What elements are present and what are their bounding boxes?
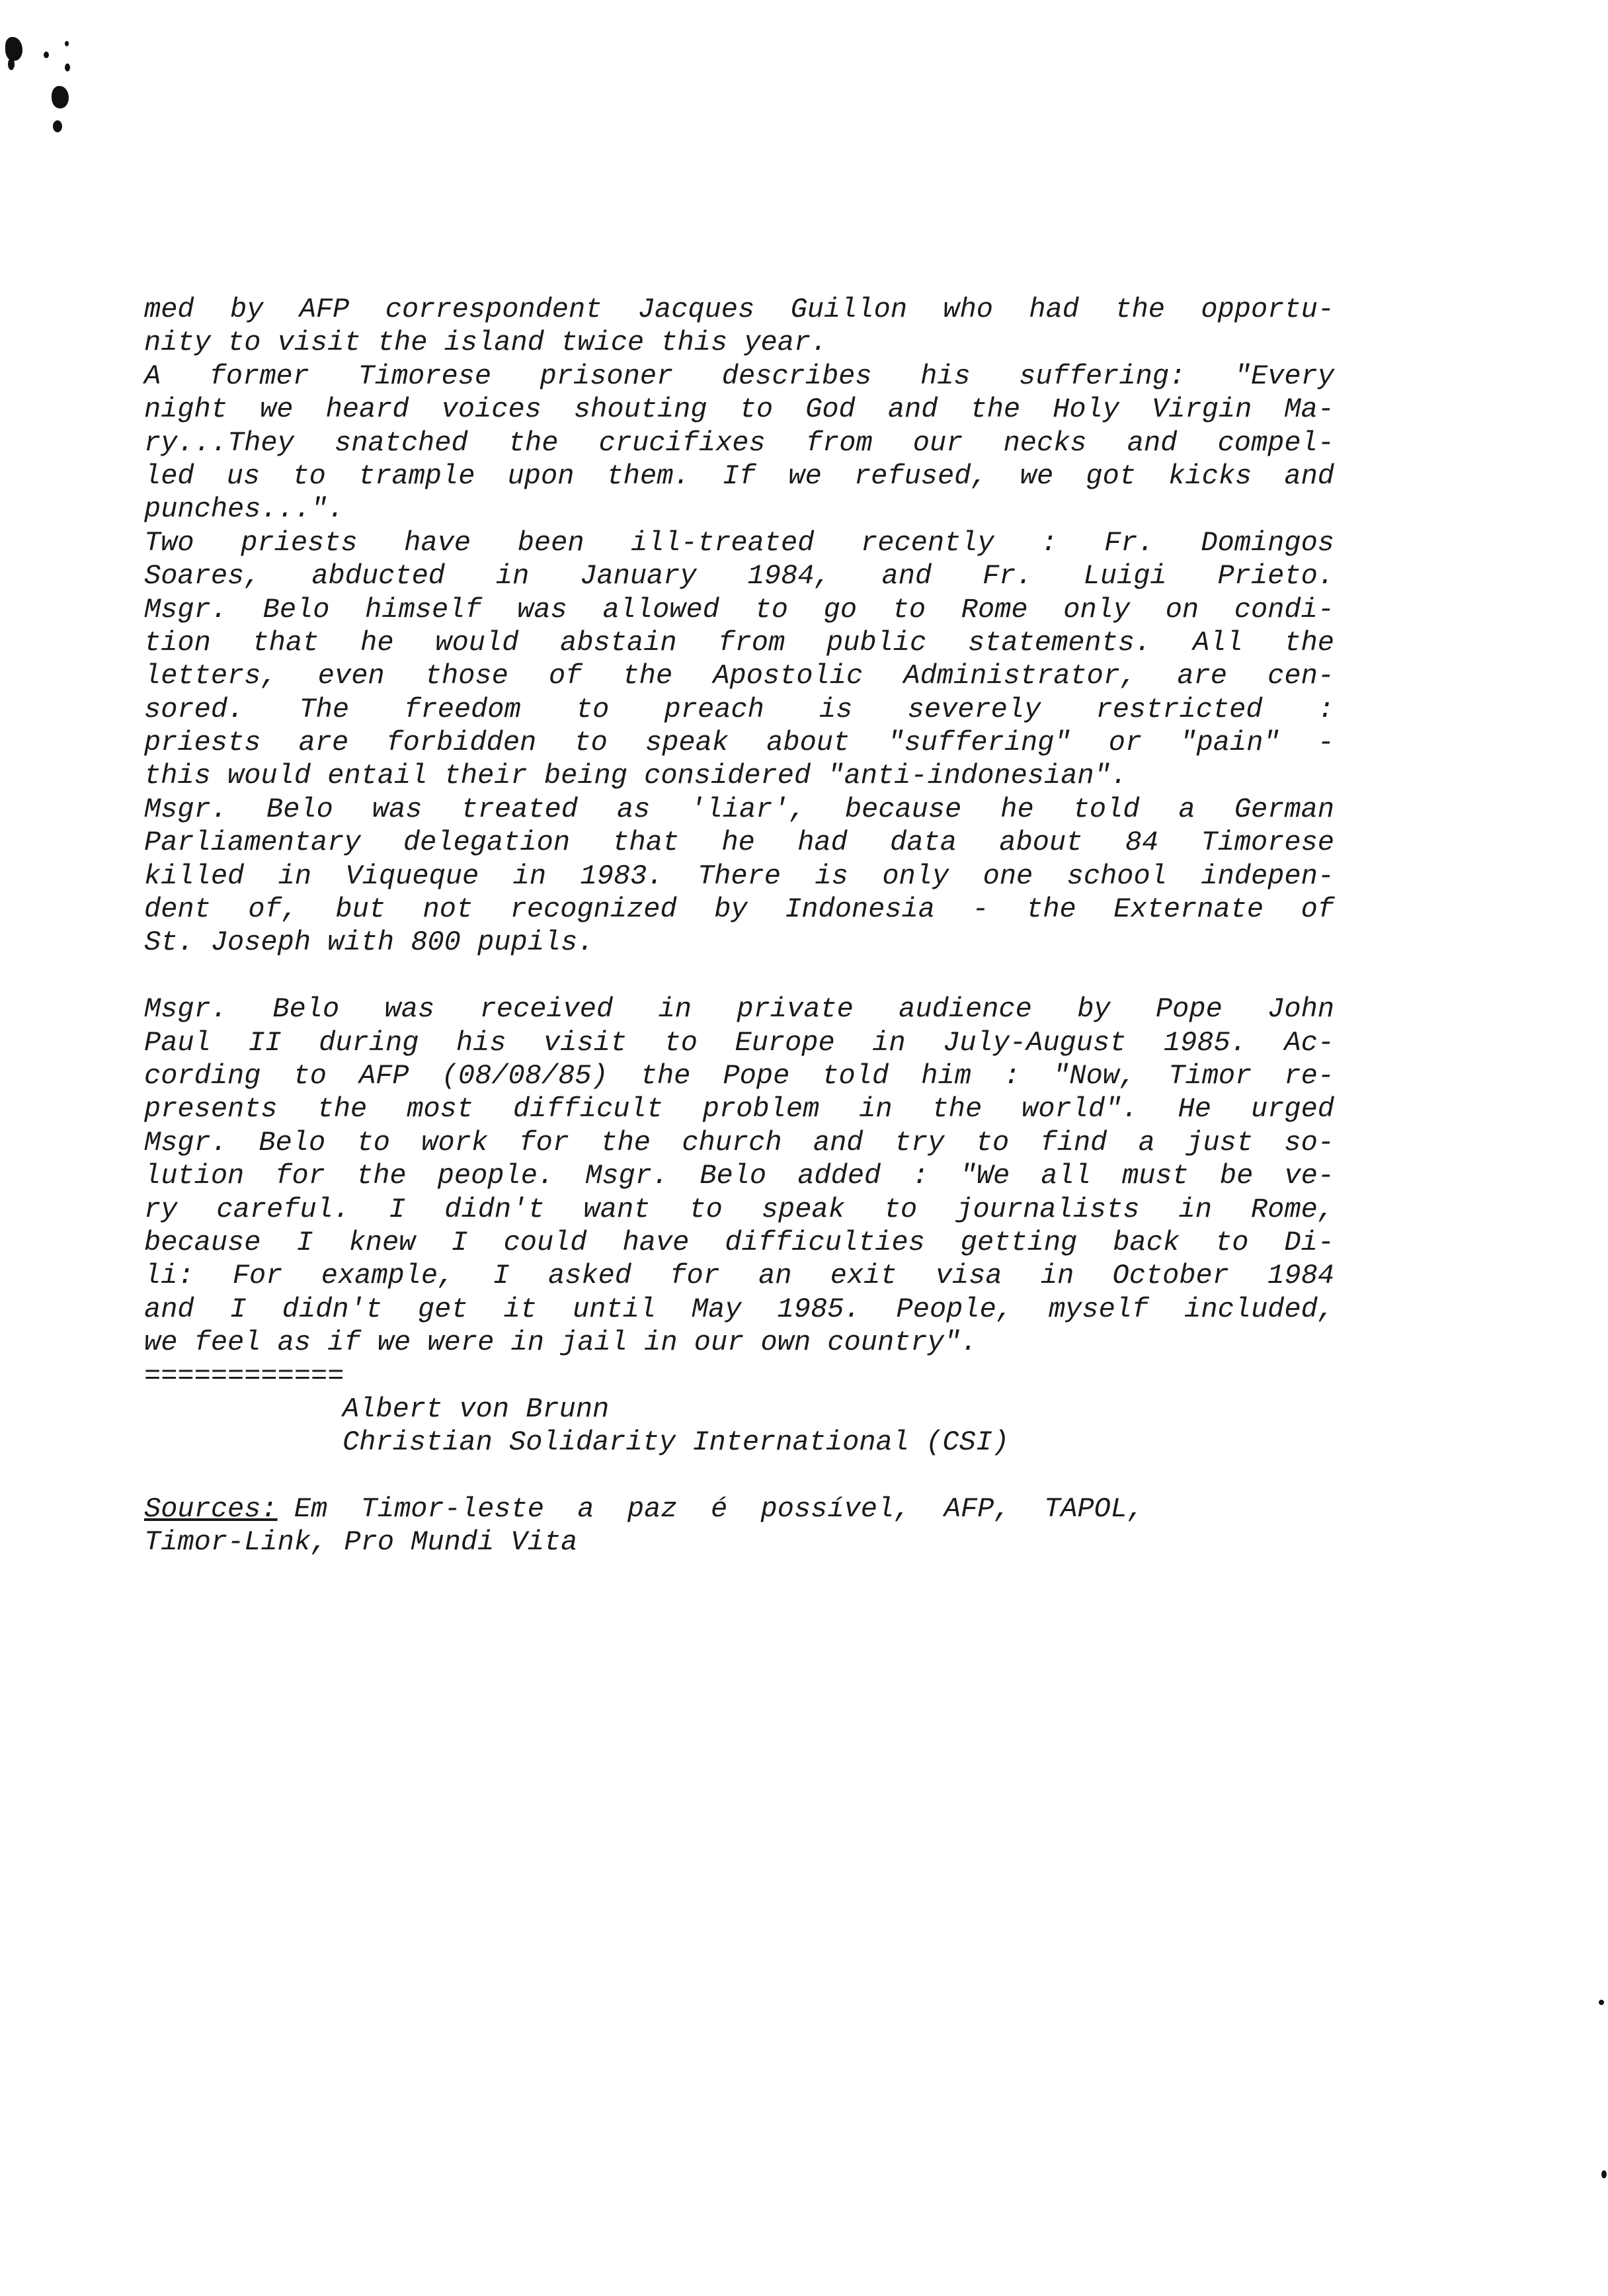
sources-continuation: Timor-Link, Pro Mundi Vita <box>144 1526 578 1559</box>
text-line: Parliamentary delegation that he had data about 84 Timorese <box>144 827 1334 859</box>
text-line: tion that he would abstain from public statements. All the <box>144 626 1334 659</box>
paragraph-gap <box>144 1459 1334 1493</box>
text-line: Paul II during his visit to Europe in July-August 1985. Ac- <box>144 1026 1334 1059</box>
text-line: Msgr. Belo was treated as 'liar', because he told a German <box>144 793 1334 825</box>
text-line: St. Joseph with 800 pupils. <box>144 926 594 959</box>
paragraph-gap <box>144 960 1334 993</box>
text-line: night we heard voices shouting to God and the Holy Virgin Ma- <box>144 393 1334 426</box>
sources-text: Em Timor-leste a paz é possível, AFP, TAPOL, <box>277 1493 1145 1526</box>
text-line: presents the most difficult problem in the world". He urged <box>144 1093 1334 1126</box>
document-body <box>144 293 1334 1559</box>
signature-name: Albert von Brunn <box>342 1393 610 1425</box>
paragraph-2 <box>144 993 1334 1359</box>
text-line: cording to AFP (08/08/85) the Pope told him : "Now, Timor re- <box>144 1059 1334 1092</box>
text-line: Msgr. Belo to work for the church and try to find a just so- <box>144 1126 1334 1159</box>
text-line: because I knew I could have difficulties getting back to Di- <box>144 1226 1334 1258</box>
text-line: Msgr. Belo was received in private audience by Pope John <box>144 993 1334 1026</box>
text-line: priests are forbidden to speak about "suffering" or "pain" - <box>144 727 1334 759</box>
text-line: this would entail their being considered "anti-indonesian". <box>144 760 1128 792</box>
text-line: nity to visit the island twice this year. <box>144 327 828 359</box>
text-line: Two priests have been ill-treated recently : Fr. Domingos <box>144 526 1334 559</box>
text-line: ry careful. I didn't want to speak to journalists in Rome, <box>144 1193 1334 1225</box>
text-line: A former Timorese prisoner describes his suffering: "Every <box>144 360 1334 392</box>
text-line: killed in Viqueque in 1983. There is only one school indepen- <box>144 860 1334 892</box>
text-line: ry...They snatched the crucifixes from our necks and compel- <box>144 427 1334 459</box>
text-line: lution for the people. Msgr. Belo added : "We all must be ve- <box>144 1160 1334 1192</box>
text-line: med by AFP correspondent Jacques Guillon who had the opportu- <box>144 294 1334 325</box>
signature-organization: Christian Solidarity International (CSI) <box>342 1426 1010 1459</box>
sources-label: Sources: <box>144 1493 278 1526</box>
text-line: letters, even those of the Apostolic Administrator, are cen- <box>144 660 1334 692</box>
text-line: dent of, but not recognized by Indonesia - the Externate of <box>144 893 1334 926</box>
sources-line <box>144 1493 1334 1526</box>
text-line: led us to trample upon them. If we refused, we got kicks and <box>144 460 1334 492</box>
text-line: Soares, abducted in January 1984, and Fr. Luigi Prieto. <box>144 560 1334 593</box>
text-line: sored. The freedom to preach is severely restricted : <box>144 693 1334 725</box>
text-line: and I didn't get it until May 1985. People, myself included, <box>144 1293 1334 1325</box>
text-line: punches...". <box>144 493 344 526</box>
text-line: we feel as if we were in jail in our own country". <box>144 1327 978 1359</box>
text-line: Msgr. Belo himself was allowed to go to Rome only on condi- <box>144 593 1334 626</box>
separator-line: ============ <box>144 1360 344 1392</box>
text-line: li: For example, I asked for an exit visa in October 1984 <box>144 1260 1334 1292</box>
paragraph-1 <box>144 293 1334 960</box>
